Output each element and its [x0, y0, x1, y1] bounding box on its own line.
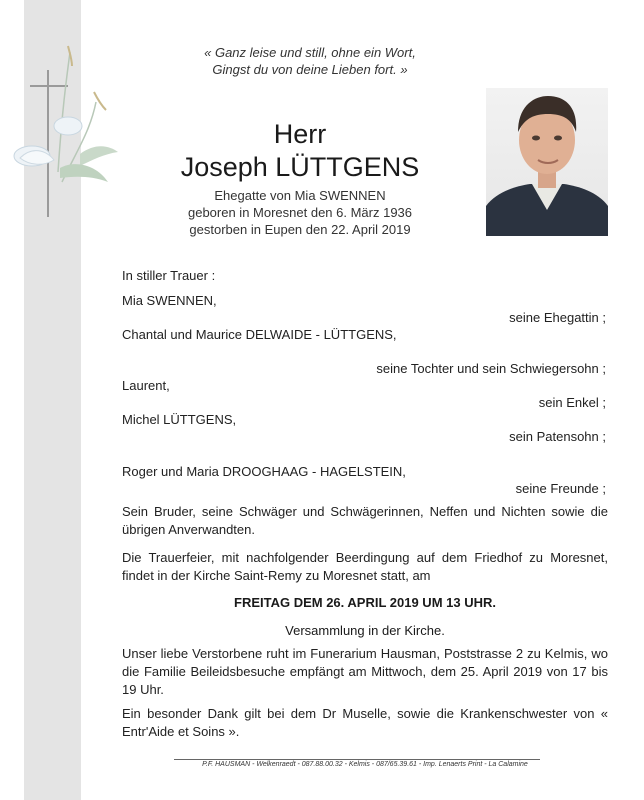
quote-line-2: Gingst du von deine Lieben fort. »	[212, 62, 408, 77]
ceremony-text: Die Trauerfeier, mit nachfolgender Beerdingung auf dem Friedhof zu Moresnet, findet in der Kirche Saint-Remy zu Moresnet statt, am	[122, 550, 608, 583]
ceremony-date: FREITAG DEM 26. APRIL 2019 UM 13 UHR.	[234, 595, 496, 610]
visitation-text: Unser liebe Verstorbene ruht im Funerarium Hausman, Poststrasse 2 zu Kelmis, wo die Familie Beileidsbesuche empfängt am Mittwoch, dem 25. April 2019 von 17 bis 19 Uhr.	[122, 646, 608, 697]
footer-credits: P.F. HAUSMAN - Welkenraedt - 087.88.00.32 - Kelmis - 087/65.39.61 - Imp. Lenaerts Print - La Calamine	[202, 761, 528, 768]
other-relatives: Sein Bruder, seine Schwäger und Schwägerinnen, Neffen und Nichten sowie die übrigen Anverwandten.	[122, 504, 608, 537]
mourner-name: Roger und Maria DROOGHAAG - HAGELSTEIN,	[122, 464, 406, 479]
mourner-name: Michel LÜTTGENS,	[122, 412, 237, 427]
mourners-intro: In stiller Trauer :	[122, 268, 216, 283]
salutation: Herr	[273, 119, 327, 149]
mourner-name: Chantal und Maurice DELWAIDE - LÜTTGENS,	[122, 327, 397, 342]
portrait-icon	[486, 88, 608, 236]
spouse-line: Ehegatte von Mia SWENNEN	[214, 188, 386, 203]
mourner-relation: sein Patensohn ;	[509, 429, 606, 444]
quote-line-1: « Ganz leise und still, ohne ein Wort,	[204, 45, 416, 60]
portrait-photo	[486, 88, 608, 236]
born-line: geboren in Moresnet den 6. März 1936	[187, 205, 413, 220]
mourner-relation: seine Tochter und sein Schwiegersohn ;	[376, 361, 606, 376]
cross-lily-decoration-icon	[10, 42, 120, 222]
memorial-quote	[160, 44, 460, 78]
mourner-name: Laurent,	[122, 378, 170, 393]
mourner-relation: seine Freunde ;	[515, 481, 606, 496]
mourner-name: Mia SWENNEN,	[122, 293, 217, 308]
mourner-relation: seine Ehegattin ;	[509, 310, 606, 325]
deceased-name: Joseph LÜTTGENS	[180, 152, 420, 182]
footer-divider	[174, 759, 540, 760]
died-line: gestorben in Eupen den 22. April 2019	[189, 222, 411, 237]
deceased-info	[150, 187, 450, 238]
mourner-relation: sein Enkel ;	[538, 395, 606, 410]
thanks-text: Ein besonder Dank gilt bei dem Dr Muselle, sowie die Krankenschwester von « Entr'Aide et Soins ».	[122, 706, 608, 739]
assembly-note: Versammlung in der Kirche.	[285, 623, 445, 638]
